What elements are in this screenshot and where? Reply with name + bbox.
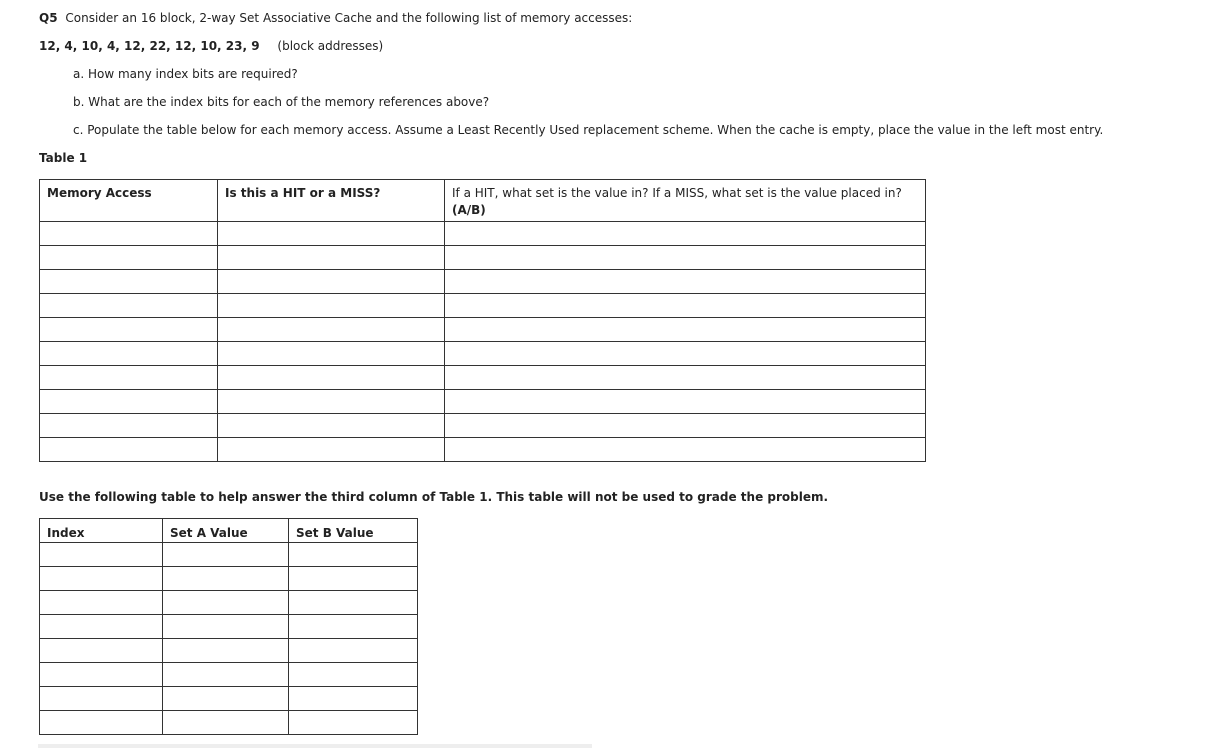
table-cell[interactable] xyxy=(40,318,218,342)
table-1 xyxy=(39,179,926,462)
table-cell[interactable] xyxy=(40,366,218,390)
table-cell[interactable] xyxy=(445,270,926,294)
table-cell[interactable] xyxy=(289,663,418,687)
table-cell[interactable] xyxy=(218,342,445,366)
table-cell[interactable] xyxy=(40,615,163,639)
table-row xyxy=(40,222,926,246)
table-cell[interactable] xyxy=(218,366,445,390)
table-cell[interactable] xyxy=(163,543,289,567)
table-cell[interactable] xyxy=(40,222,218,246)
table-row xyxy=(40,294,926,318)
access-note: (block addresses) xyxy=(277,39,384,53)
table-row xyxy=(40,246,926,270)
table-cell[interactable] xyxy=(289,591,418,615)
table-cell[interactable] xyxy=(163,687,289,711)
page-divider xyxy=(38,744,592,748)
table-cell[interactable] xyxy=(289,615,418,639)
question-prompt: Consider an 16 block, 2-way Set Associative Cache and the following list of memory accesses: xyxy=(65,11,633,25)
table-row xyxy=(40,567,418,591)
table-cell[interactable] xyxy=(445,414,926,438)
access-sequence: 12, 4, 10, 4, 12, 22, 12, 10, 23, 9 xyxy=(39,39,260,53)
table-cell[interactable] xyxy=(40,246,218,270)
question-intro xyxy=(39,10,632,26)
table-row xyxy=(40,591,418,615)
table-cell[interactable] xyxy=(40,414,218,438)
table-row xyxy=(40,414,926,438)
table-cell[interactable] xyxy=(40,663,163,687)
table-row xyxy=(40,390,926,414)
table-cell[interactable] xyxy=(40,438,218,462)
table-cell[interactable] xyxy=(163,567,289,591)
table-cell[interactable] xyxy=(289,567,418,591)
table-cell[interactable] xyxy=(218,438,445,462)
table-cell[interactable] xyxy=(40,543,163,567)
table-cell[interactable] xyxy=(40,390,218,414)
table1-header-memory-access: Memory Access xyxy=(40,180,218,222)
helper-header-set-b: Set B Value xyxy=(289,519,418,543)
table-cell[interactable] xyxy=(40,567,163,591)
table-cell[interactable] xyxy=(445,294,926,318)
table-cell[interactable] xyxy=(218,246,445,270)
table-row xyxy=(40,687,418,711)
table-cell[interactable] xyxy=(445,318,926,342)
table-cell[interactable] xyxy=(218,390,445,414)
question-part-c: c. Populate the table below for each memory access. Assume a Least Recently Used replacement scheme. When the cache is empty, place the value in the left most entry. xyxy=(73,123,1104,137)
table-cell[interactable] xyxy=(289,639,418,663)
table-cell[interactable] xyxy=(163,711,289,735)
table-cell[interactable] xyxy=(445,246,926,270)
question-part-b: b. What are the index bits for each of the memory references above? xyxy=(73,95,490,109)
table-cell[interactable] xyxy=(445,342,926,366)
table1-body xyxy=(40,222,926,462)
table1-header-hit-miss: Is this a HIT or a MISS? xyxy=(218,180,445,222)
table-row xyxy=(40,711,418,735)
table-cell[interactable] xyxy=(445,438,926,462)
table-cell[interactable] xyxy=(218,270,445,294)
table-cell[interactable] xyxy=(289,543,418,567)
table-cell[interactable] xyxy=(40,342,218,366)
table-cell[interactable] xyxy=(40,591,163,615)
helper-header-row xyxy=(40,519,418,543)
table-cell[interactable] xyxy=(289,687,418,711)
helper-header-set-a: Set A Value xyxy=(163,519,289,543)
table-row xyxy=(40,270,926,294)
table-row xyxy=(40,342,926,366)
table-cell[interactable] xyxy=(445,390,926,414)
table-cell[interactable] xyxy=(218,294,445,318)
helper-instruction: Use the following table to help answer the third column of Table 1. This table will not be used to grade the problem. xyxy=(39,490,829,504)
table-cell[interactable] xyxy=(40,687,163,711)
table-cell[interactable] xyxy=(163,591,289,615)
table-cell[interactable] xyxy=(445,222,926,246)
table1-header-set-suffix: (A/B) xyxy=(452,203,486,217)
table1-header-set-text: If a HIT, what set is the value in? If a MISS, what set is the value placed in? xyxy=(452,186,902,200)
table-row xyxy=(40,366,926,390)
table-cell[interactable] xyxy=(445,366,926,390)
table-row xyxy=(40,615,418,639)
table-cell[interactable] xyxy=(163,615,289,639)
table-row xyxy=(40,639,418,663)
table-cell[interactable] xyxy=(218,222,445,246)
table-cell[interactable] xyxy=(40,270,218,294)
table-cell[interactable] xyxy=(163,663,289,687)
table-cell[interactable] xyxy=(163,639,289,663)
table-cell[interactable] xyxy=(218,318,445,342)
table1-caption: Table 1 xyxy=(39,151,88,165)
helper-table xyxy=(39,518,418,735)
table-cell[interactable] xyxy=(40,294,218,318)
helper-body xyxy=(40,543,418,735)
table-cell[interactable] xyxy=(40,639,163,663)
table1-header-row xyxy=(40,180,926,222)
access-list xyxy=(39,38,383,54)
table-row xyxy=(40,438,926,462)
question-number: Q5 xyxy=(39,11,58,25)
table-row xyxy=(40,543,418,567)
table-cell[interactable] xyxy=(289,711,418,735)
table-row xyxy=(40,318,926,342)
question-part-a: a. How many index bits are required? xyxy=(73,67,298,81)
helper-header-index: Index xyxy=(40,519,163,543)
table-cell[interactable] xyxy=(218,414,445,438)
table1-header-set xyxy=(445,180,926,222)
table-row xyxy=(40,663,418,687)
table-cell[interactable] xyxy=(40,711,163,735)
